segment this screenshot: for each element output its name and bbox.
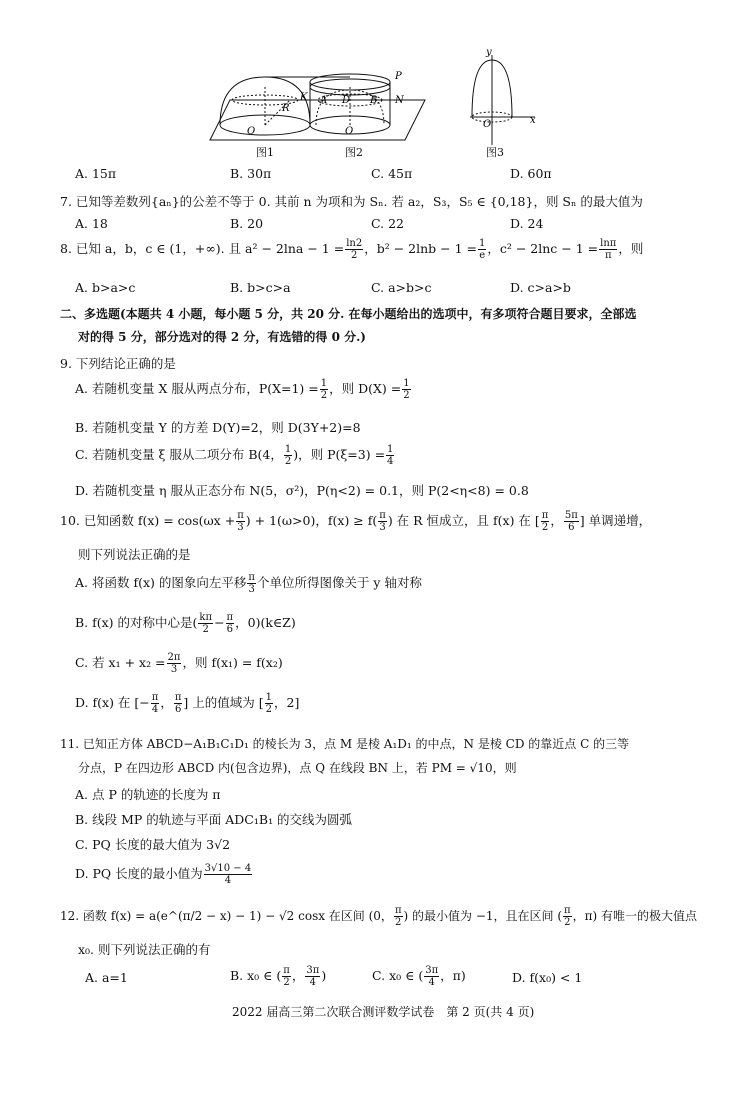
q8-option-d: D. c>a>b: [510, 280, 571, 295]
option-a: A. 15π: [75, 166, 117, 181]
label-n: N: [395, 95, 404, 106]
q7-option-d: D. 24: [510, 216, 544, 231]
q12-option-b: B. x₀ ∈ ( $\frac{\pi}{2}$ ， $\frac{3\pi}{4}$ ): [230, 965, 327, 988]
page-footer: 2022 届高三第二次联合测评数学试卷 第 2 页(共 4 页): [232, 1005, 535, 1019]
label-b: B: [370, 95, 378, 106]
q12-option-d: D. f(x₀) < 1: [512, 970, 583, 985]
label-o2: O: [345, 126, 354, 137]
q8-option-c: C. a>b>c: [371, 280, 432, 295]
label-a: A: [320, 95, 328, 106]
label-r: R: [282, 103, 290, 114]
q12-stem-line2: x₀. 则下列说法正确的有: [78, 942, 211, 957]
label-p: P: [395, 71, 402, 82]
q11-option-d: D. PQ 长度的最小值为 $\frac{3√10 - 4}{4}$: [75, 863, 252, 886]
q11-stem-line1: 11. 已知正方体 ABCD−A₁B₁C₁D₁ 的棱长为 3，点 M 是棱 A₁D₁ 的中点，N 是棱 CD 的靠近点 C 的三等: [60, 737, 630, 751]
q7-option-a: A. 18: [75, 216, 108, 231]
q9-option-a: A. 若随机变量 X 服从两点分布，P(X=1) = $\frac{1}{2}$ ，则 D(X) = $\frac{1}{2}$: [75, 378, 410, 401]
q10-stem-line2: 则下列说法正确的是: [78, 547, 191, 562]
q11-option-b: B. 线段 MP 的轨迹与平面 ADC₁B₁ 的交线为圆弧: [75, 812, 353, 827]
q10-stem: 10. 已知函数 f(x) = cos(ωx + $\frac{\pi}{3}$ ) + 1(ω>0)，f(x) ≥ f( $\frac{\pi}{3}$ ) 在 R 恒成立，且 f(x) 在 [ $\frac{\pi}{2}$ ， $\frac{5\pi}{6}$ ] 单调递增，: [60, 510, 652, 533]
q11-option-a: A. 点 P 的轨迹的长度为 π: [75, 787, 221, 802]
q7-stem: 7. 已知等差数列{aₙ}的公差不等于 0. 其前 n 为项和为 Sₙ. 若 a₂，S₃，S₅ ∈ {0,18}，则 Sₙ 的最大值为: [60, 194, 643, 209]
fig1-caption: 图1: [256, 146, 274, 159]
geometry-figures: [190, 45, 560, 160]
q10-option-b: B. f(x) 的对称中心是( $\frac{k\pi}{2}$ − $\frac{\pi}{6}$ ，0)(k∈Z): [75, 612, 296, 635]
section2-header-line1: 二、多选题(本题共 4 小题，每小题 5 分，共 20 分. 在每小题给出的选项中，有多项符合题目要求，全部选: [60, 307, 637, 321]
q8-stem: 8. 已知 a，b，c ∈ (1，+∞). 且 a² − 2lna − 1 = $\frac{\ln 2}{2}$ ，b² − 2lnb − 1 = $\frac{1}{e}$ ，c² − 2lnc − 1 = $\frac{\ln\pi}{\pi}$ ，则: [60, 238, 644, 261]
q9-stem: 9. 下列结论正确的是: [60, 356, 176, 371]
q8-option-b: B. b>c>a: [230, 280, 291, 295]
q9-option-c: C. 若随机变量 ξ 服从二项分布 B(4， $\frac{1}{2}$ )，则 P(ξ=3) = $\frac{1}{4}$: [75, 444, 394, 467]
option-b: B. 30π: [230, 166, 272, 181]
option-c: C. 45π: [371, 166, 413, 181]
option-d: D. 60π: [510, 166, 552, 181]
label-k: K: [300, 92, 308, 103]
fig3-caption: 图3: [486, 146, 504, 159]
label-o3: O: [483, 119, 492, 130]
q11-stem-line2: 分点，P 在四边形 ABCD 内(包含边界)，点 Q 在线段 BN 上，若 PM = √10，则: [78, 761, 517, 775]
q10-option-a: A. 将函数 f(x) 的图象向左平移 $\frac{\pi}{3}$ 个单位所得图像关于 y 轴对称: [75, 572, 422, 595]
q12-option-a: A. a=1: [85, 970, 128, 985]
label-d: D: [342, 95, 351, 106]
q7-option-c: C. 22: [371, 216, 404, 231]
label-y: y: [486, 47, 492, 58]
q8-option-a: A. b>a>c: [75, 280, 136, 295]
q12-option-c: C. x₀ ∈ ( $\frac{3\pi}{4}$ ，π): [372, 965, 466, 988]
q7-option-b: B. 20: [230, 216, 264, 231]
q10-option-d: D. f(x) 在 [− $\frac{\pi}{4}$ ， $\frac{\pi}{6}$ ] 上的值域为 [ $\frac{1}{2}$ ，2]: [75, 692, 300, 715]
section2-header-line2: 对的得 5 分，部分选对的得 2 分，有选错的得 0 分.): [78, 330, 366, 344]
label-o1: O: [247, 126, 256, 137]
q9-option-d: D. 若随机变量 η 服从正态分布 N(5，σ²)，P(η<2) = 0.1，则 P(2<η<8) = 0.8: [75, 483, 529, 498]
q10-option-c: C. 若 x₁ + x₂ = $\frac{2\pi}{3}$ ，则 f(x₁) = f(x₂): [75, 652, 283, 675]
q11-option-c: C. PQ 长度的最大值为 3√2: [75, 837, 231, 852]
fig2-caption: 图2: [345, 146, 363, 159]
label-x: x: [530, 115, 536, 126]
q9-option-b: B. 若随机变量 Y 的方差 D(Y)=2，则 D(3Y+2)=8: [75, 420, 361, 435]
q12-stem: 12. 函数 f(x) = a(e^(π/2 − x) − 1) − √2 cosx 在区间 (0， $\frac{\pi}{2}$ ) 的最小值为 −1，且在区间 ( $\frac{\pi}{2}$ ，π) 有唯一的极大值点: [60, 905, 697, 928]
